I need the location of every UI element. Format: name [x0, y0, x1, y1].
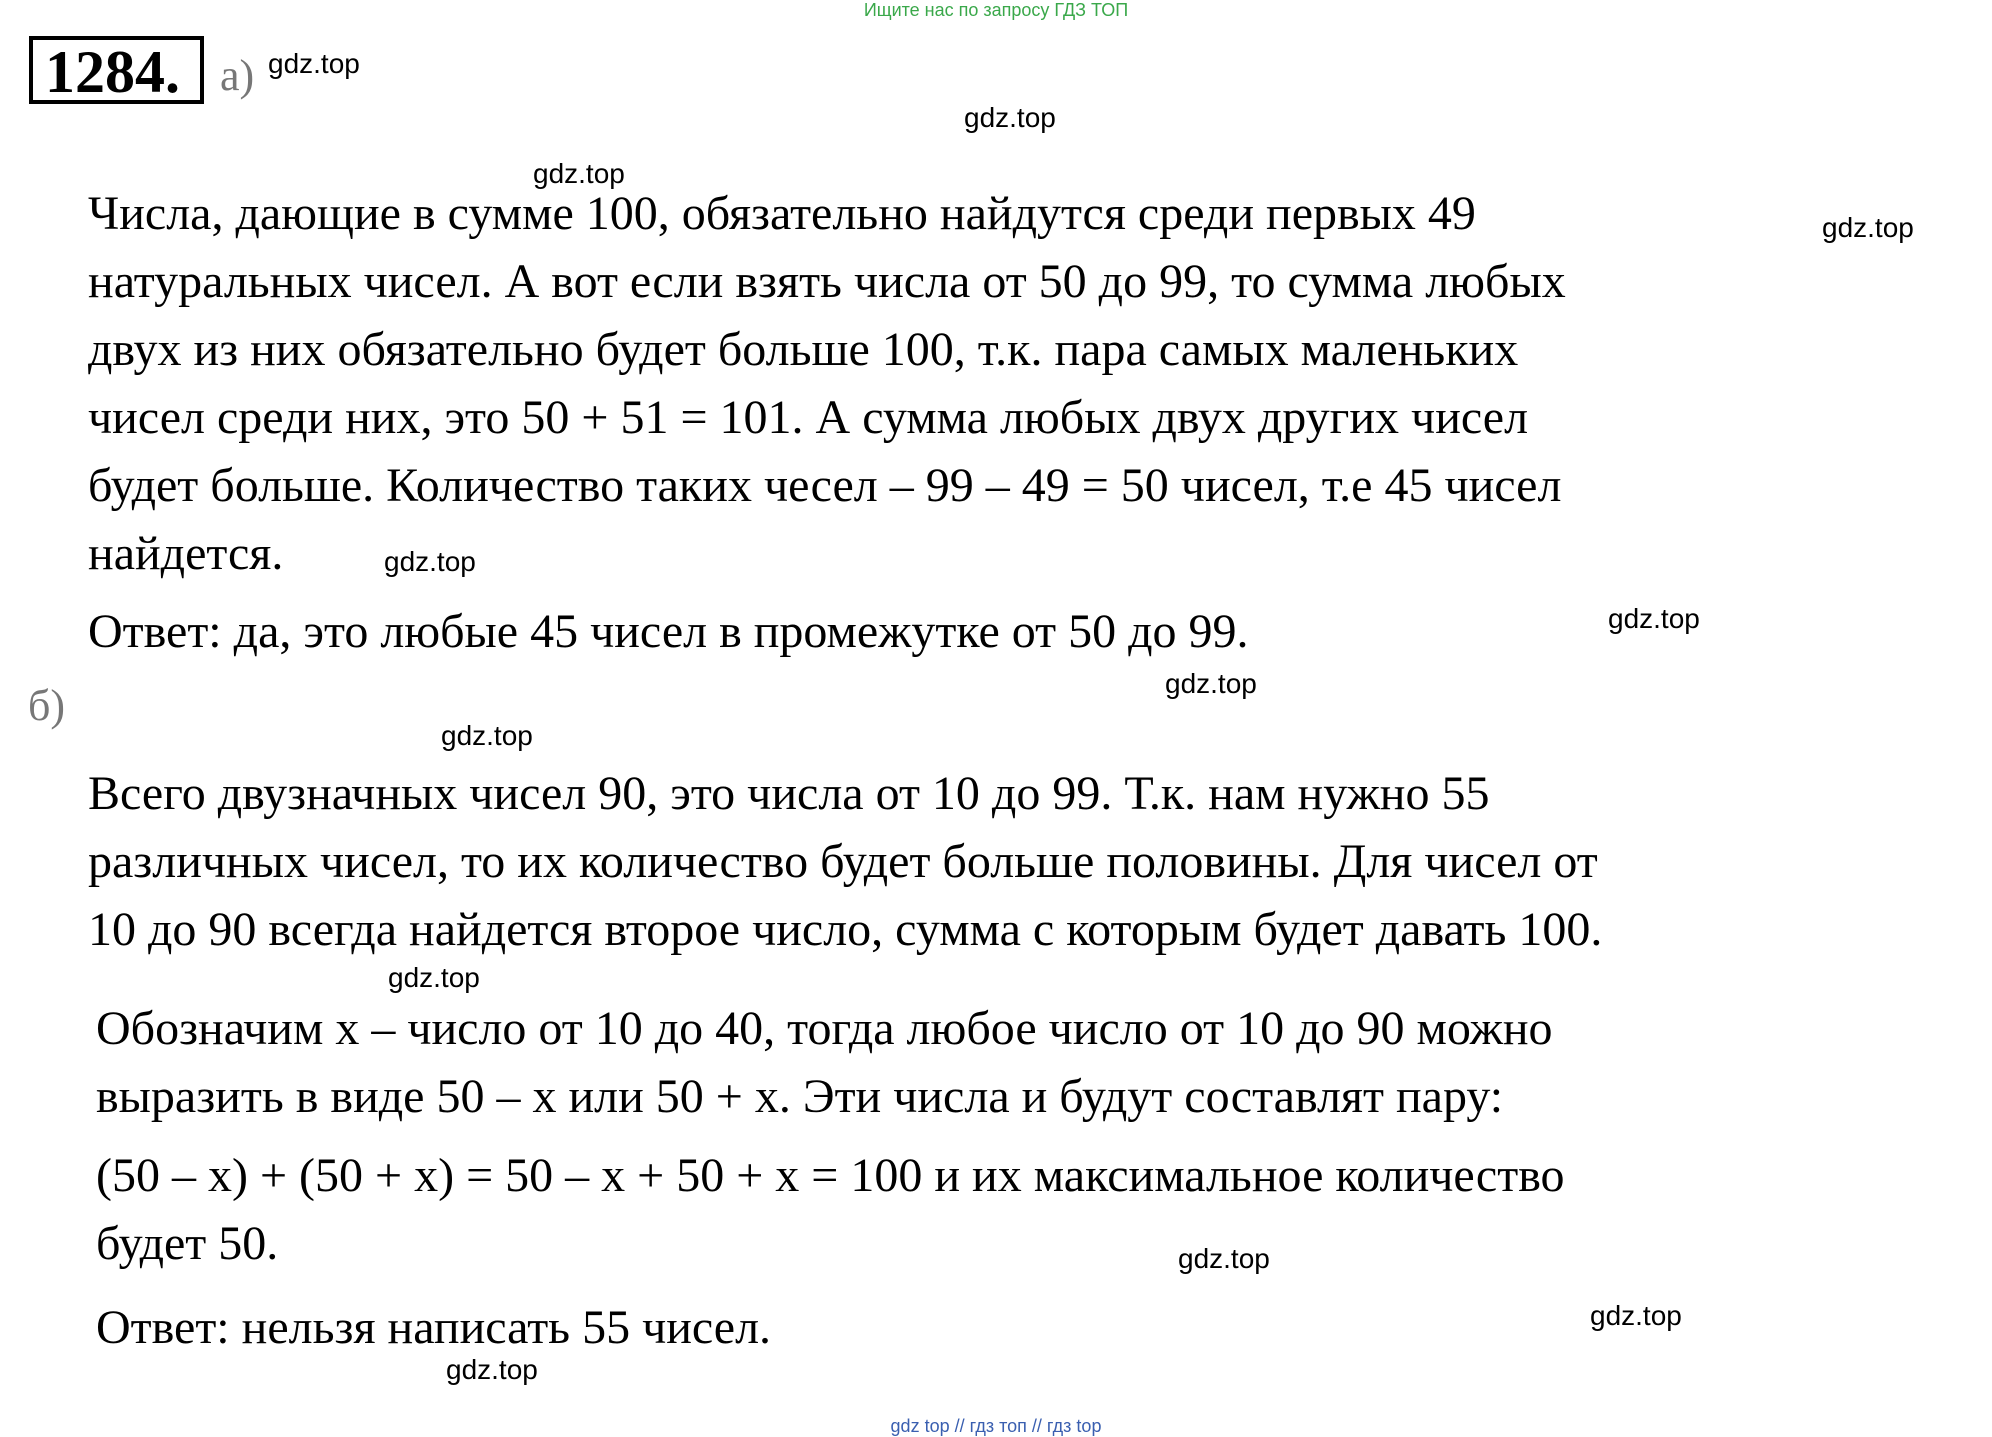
part-b-line: Всего двузначных чисел 90, это числа от 10 до 99. Т.к. нам нужно 55 — [88, 767, 1490, 820]
watermark: gdz.top — [268, 48, 360, 79]
part-b-answer: Ответ: нельзя написать 55 чисел. — [96, 1301, 772, 1354]
watermark: gdz.top — [964, 102, 1056, 133]
part-a-line: натуральных чисел. А вот если взять числа от 50 до 99, то сумма любых — [88, 255, 1566, 308]
part-b-line: (50 – x) + (50 + x) = 50 – x + 50 + x = 100 и их максимальное количество — [96, 1149, 1565, 1202]
part-b-paragraph-2 — [96, 995, 1553, 1131]
watermark: gdz.top — [1608, 603, 1700, 634]
watermark: gdz.top — [1822, 212, 1914, 243]
watermark: gdz.top — [1165, 668, 1257, 699]
part-a-line: Числа, дающие в сумме 100, обязательно найдутся среди первых 49 — [88, 187, 1476, 240]
part-a-line: найдется. — [88, 527, 284, 580]
part-b-label: б) — [28, 681, 66, 730]
part-b-line: выразить в виде 50 – x или 50 + x. Эти числа и будут составлят пару: — [96, 1070, 1504, 1123]
part-a-label: а) — [220, 51, 255, 100]
bottom-banner: gdz top // гдз топ // гдз top — [890, 1416, 1102, 1436]
part-b-line: Обозначим x – число от 10 до 40, тогда любое число от 10 до 90 можно — [96, 1002, 1553, 1055]
part-a-answer: Ответ: да, это любые 45 чисел в промежутке от 50 до 99. — [88, 605, 1249, 658]
watermark: gdz.top — [441, 720, 533, 751]
part-a-line: будет больше. Количество таких чесел – 99 – 49 = 50 чисел, т.е 45 чисел — [88, 459, 1562, 512]
watermark: gdz.top — [1178, 1243, 1270, 1274]
watermark: gdz.top — [446, 1354, 538, 1385]
watermark: gdz.top — [533, 158, 625, 189]
part-b-paragraph-1 — [88, 760, 1602, 964]
part-b-line: 10 до 90 всегда найдется второе число, сумма с которым будет давать 100. — [88, 903, 1603, 956]
watermark: gdz.top — [384, 546, 476, 577]
part-a-paragraph — [88, 180, 1566, 588]
watermark: gdz.top — [1590, 1300, 1682, 1331]
top-banner: Ищите нас по запросу ГДЗ ТОП — [863, 0, 1129, 20]
part-b-line: будет 50. — [96, 1217, 279, 1270]
problem-number-box: 1284. — [29, 36, 204, 104]
watermark: gdz.top — [388, 962, 480, 993]
part-a-line: двух из них обязательно будет больше 100, т.к. пара самых маленьких — [88, 323, 1519, 376]
part-a-line: чисел среди них, это 50 + 51 = 101. А сумма любых двух других чисел — [88, 391, 1529, 444]
part-b-paragraph-3 — [96, 1142, 1565, 1278]
part-b-line: различных чисел, то их количество будет больше половины. Для чисел от — [88, 835, 1598, 888]
